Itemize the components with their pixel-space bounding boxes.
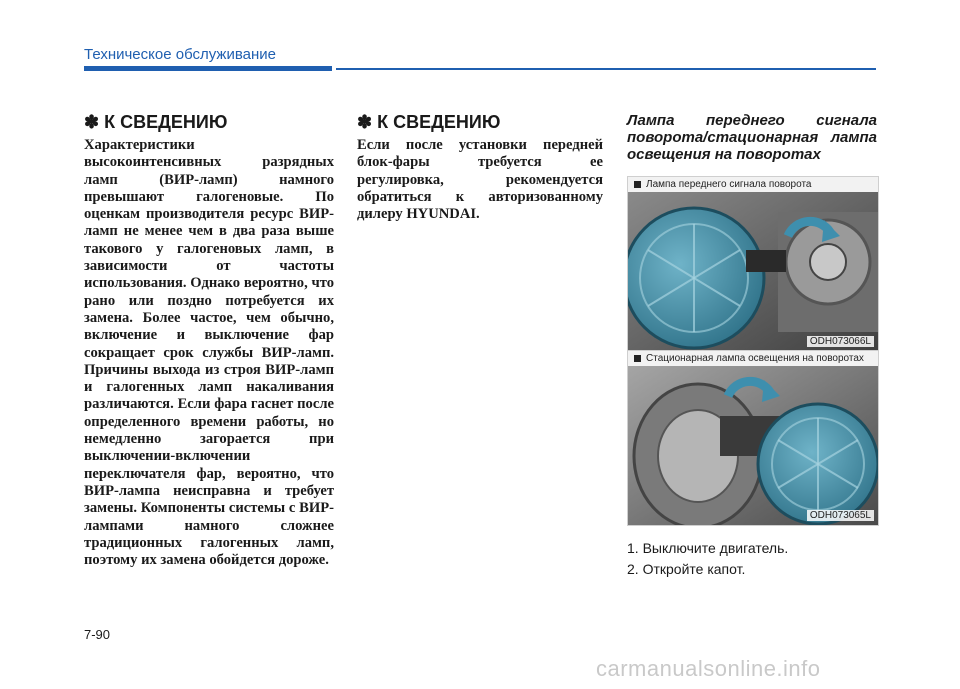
figure-caption-1 [634, 179, 811, 190]
caution-body-2: Если после установки передней блок-фары требуется ее регулировка, рекомендуется обратиться к авторизованному дилеру HYUNDAI. [357, 137, 603, 223]
caution-heading-2: К СВЕДЕНИЮ [377, 112, 501, 132]
caution-block-2 [357, 112, 603, 223]
figure-turn-signal [627, 176, 879, 352]
watermark: carmanualsonline.info [596, 656, 821, 681]
figure-code-2: ODH073065L [807, 510, 874, 521]
square-bullet-icon [634, 355, 641, 362]
step-1: 1. Выключите двигатель. [627, 540, 789, 556]
headlamp-photo-illustration-2 [628, 366, 878, 525]
caution-body-1: Характеристики высокоинтенсивных разрядных ламп (ВИР-ламп) намного превышают галогеновые. По оценкам производителя ресурс ВИР-ламп не менее чем в два раза выше такового у галогеновых ламп, в зависимости от частоты использования. Однако вероятно, что рано или поздно потребуется их замена. Более частое, чем обычно, включение и выключение фар сокращает срок службы ВИР-ламп. Причины выхода из строя ВИР-ламп и галогенных ламп накаливания различаются. Если фара гаснет после определенного времени работы, но немедленно загорается при выключении-включении переключателя фар, вероятно, что ВИР-лампа неисправна и требует замены. Компоненты системы с ВИР-лампами намного сложнее традиционных галогенных ламп, поэтому их замена обойдется дороже. [84, 137, 334, 569]
section-block [627, 112, 877, 163]
asterisk-icon: ✽ [84, 112, 100, 132]
section-heading: Лампа переднего сигнала поворота/стационарная лампа освещения на поворотах [627, 112, 877, 163]
caution-heading-1: К СВЕДЕНИЮ [104, 112, 228, 132]
figure-code-1: ODH073066L [807, 336, 874, 347]
caution-title-2 [357, 112, 603, 133]
header-title: Техническое обслуживание [84, 46, 276, 63]
figure-cornering-lamp [627, 350, 879, 526]
header-bar-thick [84, 66, 332, 71]
header-bar-thin [336, 68, 876, 70]
caution-block-1 [84, 112, 334, 569]
figure-photo-2 [628, 366, 878, 525]
headlamp-photo-illustration-1 [628, 192, 878, 351]
figure-caption-text-2: Стационарная лампа освещения на поворотах [646, 353, 864, 364]
square-bullet-icon [634, 181, 641, 188]
asterisk-icon: ✽ [357, 112, 373, 132]
page-number: 7-90 [84, 627, 111, 642]
step-2: 2. Откройте капот. [627, 561, 746, 577]
caution-title-1 [84, 112, 334, 133]
figure-caption-text-1: Лампа переднего сигнала поворота [646, 179, 812, 190]
figure-photo-1 [628, 192, 878, 351]
steps-list [627, 538, 877, 580]
figure-caption-2 [634, 353, 864, 364]
